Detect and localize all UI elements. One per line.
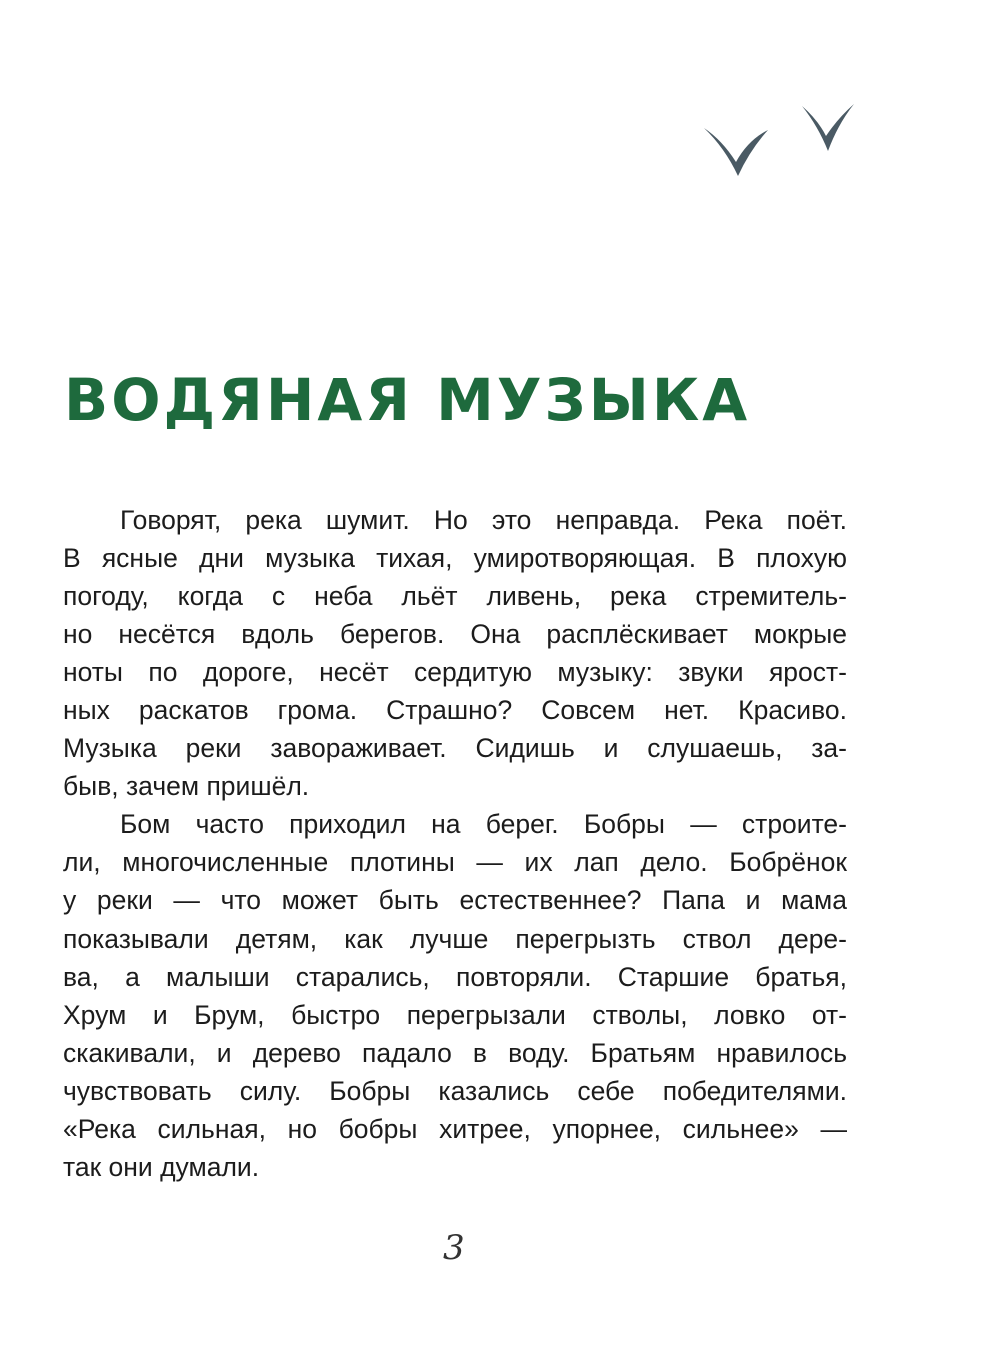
text-line: погоду, когда с неба льёт ливень, река стремитель-	[63, 581, 847, 612]
body-text	[63, 501, 847, 1186]
paragraph	[63, 805, 847, 1185]
text-line: но несётся вдоль берегов. Она расплёскивает мокрые	[63, 619, 847, 650]
text-line: Хрум и Брум, быстро перегрызали стволы, ловко от-	[63, 999, 847, 1030]
chapter-title: ВОДЯНАЯ МУЗЫКА	[64, 366, 751, 434]
text-line: Музыка реки завораживает. Сидишь и слушаешь, за-	[63, 733, 847, 764]
text-line: показывали детям, как лучше перегрызть ствол дере-	[63, 923, 847, 954]
bird-icon	[802, 104, 854, 151]
text-line: у реки — что может быть естественнее? Папа и мама	[63, 885, 847, 916]
text-line: скакивали, и дерево падало в воду. Братьям нравилось	[63, 1037, 847, 1068]
text-line: чувствовать силу. Бобры казались себе победителями.	[63, 1075, 847, 1106]
text-line: ли, многочисленные плотины — их лап дело. Бобрёнок	[63, 847, 847, 878]
paragraph	[63, 501, 847, 805]
text-line: Бом часто приходил на берег. Бобры — строите-	[120, 809, 847, 840]
text-line: ноты по дороге, несёт сердитую музыку: звуки ярост-	[63, 657, 847, 688]
text-line: Говорят, река шумит. Но это неправда. Река поёт.	[120, 505, 847, 535]
text-line: «Река сильная, но бобры хитрее, упорнее, сильнее» —	[63, 1113, 847, 1144]
text-line: ва, а малыши старались, повторяли. Старшие братья,	[63, 961, 847, 992]
page-number: 3	[443, 1228, 465, 1268]
bird-icon	[704, 128, 768, 176]
text-line: так они думали.	[63, 1151, 260, 1182]
text-line: быв, зачем пришёл.	[63, 771, 310, 802]
text-line: ных раскатов грома. Страшно? Совсем нет. Красиво.	[63, 695, 847, 726]
birds-icon	[0, 0, 1000, 200]
text-line: В ясные дни музыка тихая, умиротворяющая. В плохую	[63, 543, 847, 574]
